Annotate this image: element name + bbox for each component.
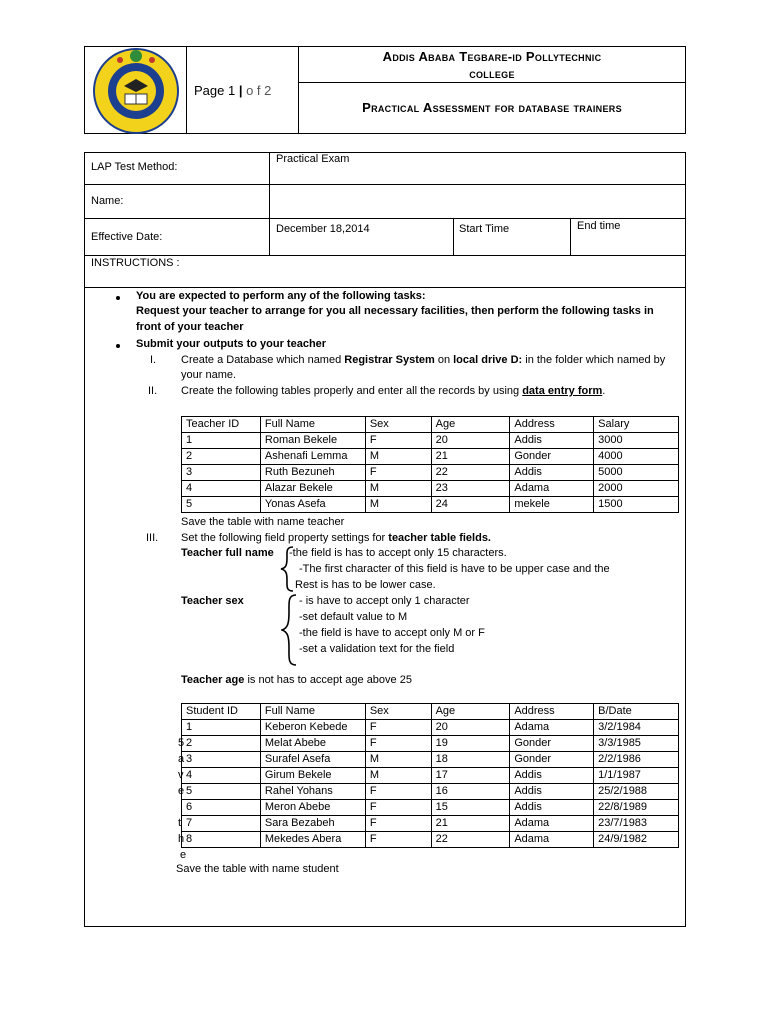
table-row [182, 720, 679, 736]
table-cell: Keberon Kebede [260, 720, 365, 736]
table-cell: F [365, 736, 431, 752]
table-cell: 24/9/1982 [594, 832, 679, 848]
teacher-age-rule [181, 674, 412, 686]
save-teacher-note: Save the table with name teacher [181, 516, 345, 528]
student-table [181, 703, 679, 848]
table-cell: 5 [182, 497, 261, 513]
table-cell: Addis [510, 465, 594, 481]
table-cell: 15 [431, 800, 510, 816]
table-cell: F [365, 816, 431, 832]
table-row [182, 816, 679, 832]
table-cell: 5 [182, 784, 261, 800]
table-cell: 19 [431, 736, 510, 752]
tfn-rule-1: -the field is has to accept only 15 characters. [289, 547, 507, 559]
table-cell: 2 [182, 449, 261, 465]
table-cell: 1/1/1987 [594, 768, 679, 784]
table-cell: Addis [510, 800, 594, 816]
table-cell: 2/2/1986 [594, 752, 679, 768]
name-label: Name: [91, 195, 124, 207]
bullet1-line1: You are expected to perform any of the following tasks: [136, 290, 426, 302]
table-cell: 6 [182, 800, 261, 816]
table-cell: 21 [431, 449, 510, 465]
item2-period: . [602, 385, 606, 397]
teacher-full-name-label: Teacher full name [181, 547, 274, 559]
bullet2-text: Submit your outputs to your teacher [136, 338, 327, 350]
item3-number: III. [146, 532, 159, 544]
page-of: o f 2 [246, 83, 272, 98]
student-header-cell: Full Name [260, 704, 365, 720]
page-label: Page 1 [194, 83, 236, 98]
item1-number: I. [150, 354, 157, 366]
table-cell: 7 [182, 816, 261, 832]
item1-part-c: on [434, 354, 454, 366]
table-cell: 21 [431, 816, 510, 832]
table-cell: 20 [431, 433, 510, 449]
college-title-line1: Addis Ababa Tegbare-id Pollytechnic [382, 49, 602, 64]
table-cell: M [365, 768, 431, 784]
item1-part-a: Create a Database which named [181, 354, 345, 366]
item1-part-e: in the folder which named by [522, 354, 666, 366]
table-cell: Gonder [510, 449, 594, 465]
item3-part-a: Set the following field property settings for [181, 532, 389, 544]
table-cell: 22/8/1989 [594, 800, 679, 816]
table-cell: M [365, 481, 431, 497]
table-cell: Adama [510, 832, 594, 848]
table-cell: F [365, 720, 431, 736]
table-cell: Girum Bekele [260, 768, 365, 784]
header-divider-3 [298, 82, 686, 83]
table-cell: F [365, 784, 431, 800]
tsex-rule-3: -the field is have to accept only M or F [299, 627, 485, 639]
item3-text [181, 532, 491, 544]
item1-line2: your name. [181, 369, 237, 381]
table-cell: 23 [431, 481, 510, 497]
table-cell: Addis [510, 433, 594, 449]
teacher-header-cell: Sex [365, 417, 431, 433]
table-cell: 20 [431, 720, 510, 736]
item1-drive: local drive D: [453, 354, 523, 366]
table-row [182, 736, 679, 752]
table-cell: 18 [431, 752, 510, 768]
table-cell: 2000 [594, 481, 679, 497]
info-row-line-1 [84, 184, 686, 185]
table-cell: 3 [182, 465, 261, 481]
info-row-line-3 [84, 255, 686, 256]
margin-char: 5 [178, 737, 185, 749]
margin-char: h [178, 833, 185, 845]
table-cell: M [365, 449, 431, 465]
table-row [182, 497, 679, 513]
table-cell: Alazar Bekele [260, 481, 365, 497]
student-header-cell: B/Date [594, 704, 679, 720]
tsex-rule-2: -set default value to M [299, 611, 408, 623]
margin-char: t [178, 817, 182, 829]
item1-db-name: Registrar System [344, 354, 435, 366]
table-row [182, 481, 679, 497]
bullet-1 [116, 296, 120, 300]
student-header-cell: Address [510, 704, 594, 720]
info-row-line-4 [84, 287, 686, 288]
table-cell: Adama [510, 481, 594, 497]
info-col-line-3 [570, 218, 571, 255]
table-row [182, 832, 679, 848]
table-cell: Gonder [510, 752, 594, 768]
assessment-subtitle: Practical Assessment for database trainers [362, 100, 622, 115]
tfn-rule-2: -The first character of this field is have to be upper case and the [299, 563, 610, 575]
table-row [182, 784, 679, 800]
student-header-cell: Sex [365, 704, 431, 720]
teacher-age-label: Teacher age [181, 674, 245, 686]
table-cell: F [365, 832, 431, 848]
item2-part-a: Create the following tables properly and enter all the records by using [181, 385, 523, 397]
teacher-header-cell: Age [431, 417, 510, 433]
start-time-label: Start Time [459, 223, 510, 235]
table-cell: Ruth Bezuneh [260, 465, 365, 481]
table-cell: 25/2/1988 [594, 784, 679, 800]
table-cell: 22 [431, 832, 510, 848]
table-cell: mekele [510, 497, 594, 513]
table-cell: Surafel Asefa [260, 752, 365, 768]
college-title [300, 48, 684, 82]
margin-char: v [178, 769, 184, 781]
instructions-label: INSTRUCTIONS : [91, 257, 180, 269]
tsex-rule-1: - is have to accept only 1 character [299, 595, 470, 607]
page-indicator [194, 83, 271, 98]
table-cell: 3000 [594, 433, 679, 449]
lap-value: Practical Exam [276, 153, 350, 165]
teacher-header-cell: Full Name [260, 417, 365, 433]
table-cell: 2 [182, 736, 261, 752]
teacher-header-cell: Salary [594, 417, 679, 433]
info-col-line-2 [453, 218, 454, 255]
table-cell: 17 [431, 768, 510, 784]
teacher-table-header [182, 417, 679, 433]
table-cell: M [365, 752, 431, 768]
teacher-header-cell: Teacher ID [182, 417, 261, 433]
table-cell: Sara Bezabeh [260, 816, 365, 832]
table-cell: Addis [510, 768, 594, 784]
margin-char: a [178, 753, 185, 765]
table-cell: 3/3/1985 [594, 736, 679, 752]
margin-char: e [180, 849, 187, 861]
lap-label: LAP Test Method: [91, 161, 178, 173]
table-row [182, 768, 679, 784]
date-label: Effective Date: [91, 231, 163, 243]
table-cell: 3/2/1984 [594, 720, 679, 736]
margin-char: e [178, 785, 185, 797]
sex-brace-icon [281, 594, 297, 666]
table-cell: 22 [431, 465, 510, 481]
table-cell: Meron Abebe [260, 800, 365, 816]
table-cell: Adama [510, 720, 594, 736]
item2-entry-form: data entry form [522, 385, 603, 397]
tsex-rule-4: -set a validation text for the field [299, 643, 455, 655]
table-cell: Melat Abebe [260, 736, 365, 752]
item3-fields: teacher table fields. [388, 532, 491, 544]
bullet1-line2: Request your teacher to arrange for you all necessary facilities, then perform the following tasks in [136, 305, 654, 317]
table-cell: Ashenafi Lemma [260, 449, 365, 465]
table-row [182, 800, 679, 816]
table-row [182, 465, 679, 481]
table-cell: 4 [182, 481, 261, 497]
info-col-line-1 [269, 152, 270, 255]
table-cell: Yonas Asefa [260, 497, 365, 513]
student-header-cell: Student ID [182, 704, 261, 720]
table-cell: 24 [431, 497, 510, 513]
student-header-cell: Age [431, 704, 510, 720]
table-cell: 16 [431, 784, 510, 800]
table-cell: Rahel Yohans [260, 784, 365, 800]
header-divider-2 [298, 46, 299, 134]
student-table-header [182, 704, 679, 720]
table-cell: 5000 [594, 465, 679, 481]
item2-number: II. [148, 385, 158, 397]
table-cell: Roman Bekele [260, 433, 365, 449]
table-cell: M [365, 497, 431, 513]
table-row [182, 752, 679, 768]
college-title-line2: college [469, 66, 515, 81]
table-cell: Mekedes Abera [260, 832, 365, 848]
end-time-label: End time [577, 220, 621, 232]
info-row-line-2 [84, 218, 686, 219]
header-divider-1 [186, 46, 187, 134]
teacher-age-text: is not has to accept age above 25 [244, 674, 412, 686]
teacher-sex-label: Teacher sex [181, 595, 244, 607]
save-student-note: Save the table with name student [176, 863, 339, 875]
teacher-header-cell: Address [510, 417, 594, 433]
date-value: December 18,2014 [276, 223, 370, 235]
table-cell: 3 [182, 752, 261, 768]
table-cell: 1 [182, 720, 261, 736]
table-cell: F [365, 800, 431, 816]
college-logo [90, 46, 182, 134]
table-cell: 8 [182, 832, 261, 848]
table-row [182, 449, 679, 465]
table-cell: 23/7/1983 [594, 816, 679, 832]
table-cell: 4000 [594, 449, 679, 465]
table-cell: Adama [510, 816, 594, 832]
page-separator: | [238, 83, 243, 98]
table-cell: 1500 [594, 497, 679, 513]
table-cell: F [365, 465, 431, 481]
teacher-table [181, 416, 679, 513]
table-cell: Addis [510, 784, 594, 800]
table-cell: Gonder [510, 736, 594, 752]
item1-text [181, 354, 665, 366]
bullet1-line3: front of your teacher [136, 321, 244, 333]
table-row [182, 433, 679, 449]
bullet-2 [116, 344, 120, 348]
tfn-rule-3: Rest is has to be lower case. [295, 579, 436, 591]
table-cell: 1 [182, 433, 261, 449]
table-cell: 4 [182, 768, 261, 784]
item2-text [181, 385, 605, 397]
table-cell: F [365, 433, 431, 449]
